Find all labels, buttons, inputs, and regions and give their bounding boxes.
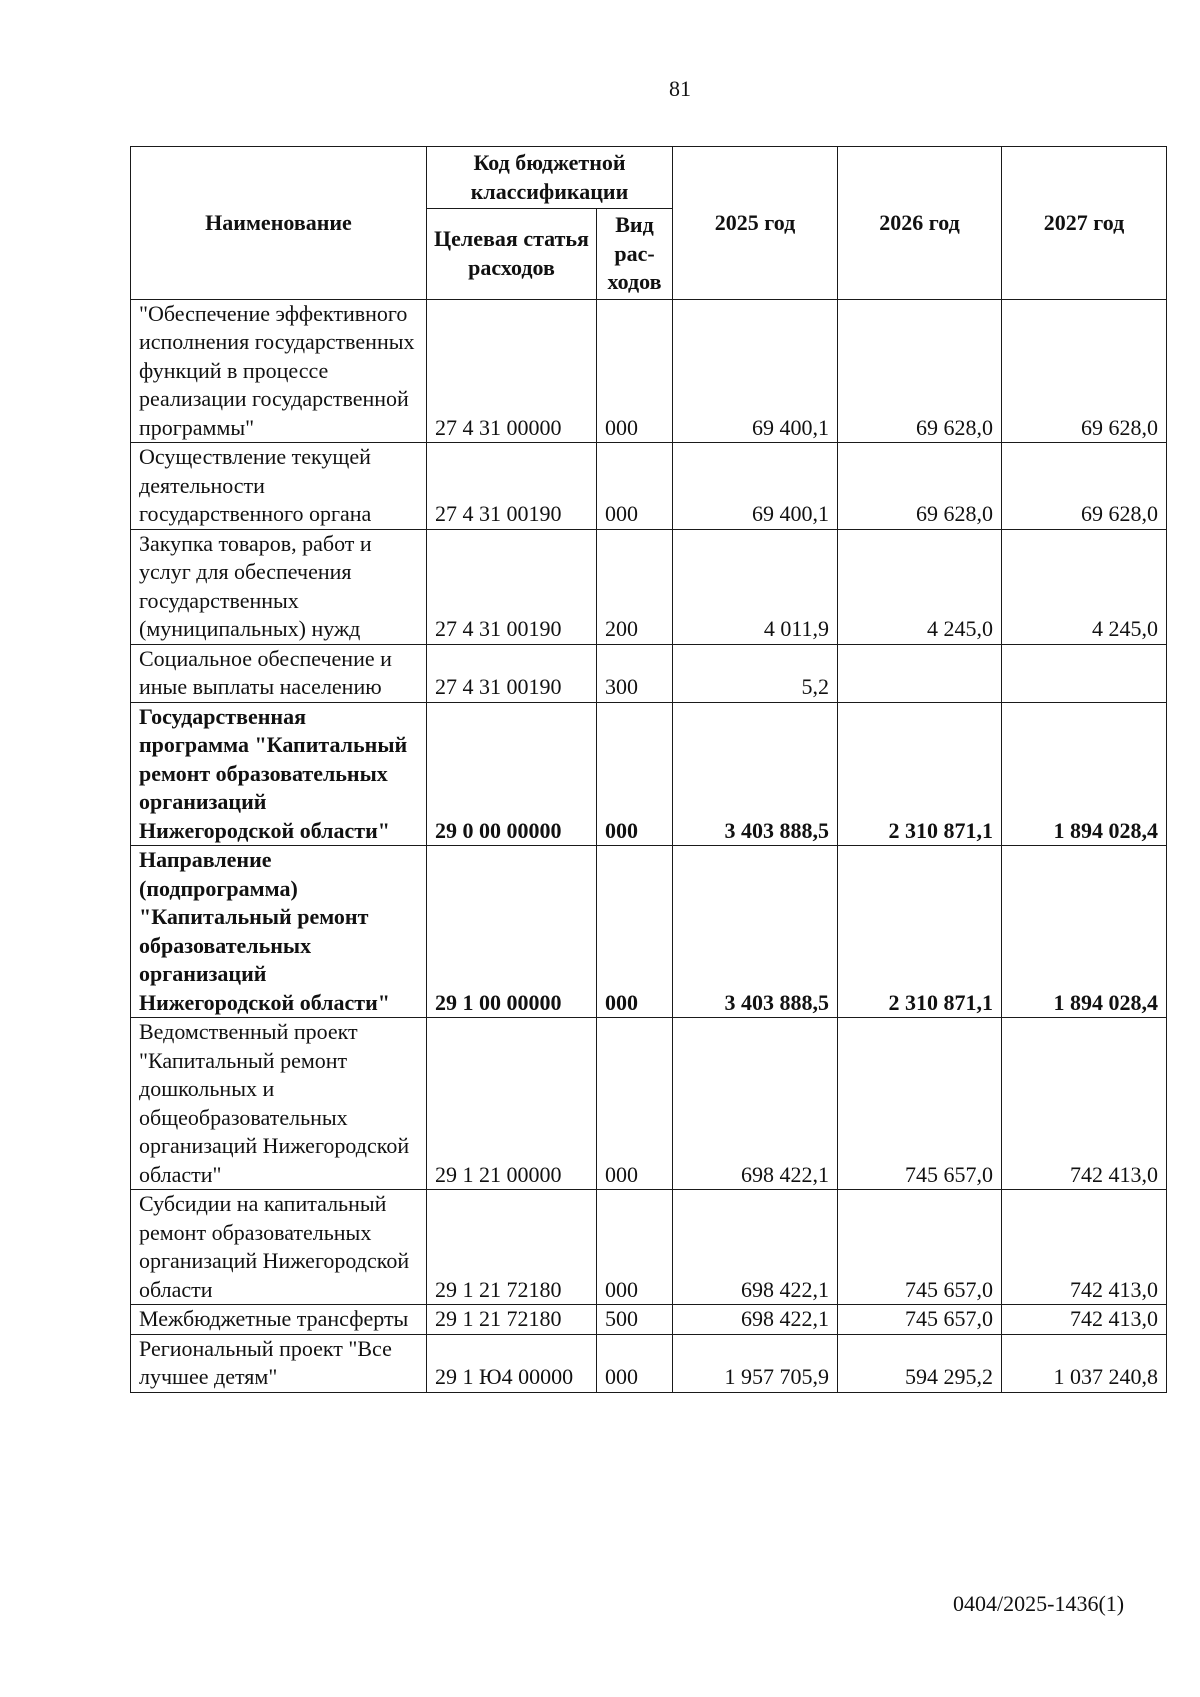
row-value-2027-cell: 742 413,0 [1002,1190,1167,1305]
row-target-code-cell: 27 4 31 00190 [427,443,597,530]
row-target-code-cell: 29 1 00 00000 [427,846,597,1018]
row-name-cell: Социальное обеспечение и иные выплаты населению [131,644,427,702]
row-value-2025-cell: 698 422,1 [673,1018,838,1190]
row-name-cell: Межбюджетные трансферты [131,1305,427,1335]
row-expense-kind-cell: 000 [597,1018,673,1190]
row-value-2027-cell: 742 413,0 [1002,1018,1167,1190]
row-value-2026-cell [838,644,1002,702]
row-expense-kind-cell: 200 [597,529,673,644]
row-name-cell: "Обеспечение эффективного исполнения государственных функций в процессе реализации государственной программы" [131,299,427,443]
table-row [131,299,1167,443]
table-header [131,147,1167,300]
document-code: 0404/2025-1436(1) [953,1591,1125,1616]
row-expense-kind-cell: 500 [597,1305,673,1335]
row-value-2025-cell: 1 957 705,9 [673,1334,838,1392]
row-value-2025-cell: 698 422,1 [673,1305,838,1335]
row-target-code-cell: 29 1 21 72180 [427,1190,597,1305]
row-value-2027-cell: 69 628,0 [1002,443,1167,530]
header-2025: 2025 год [673,147,838,300]
row-value-2025-cell: 698 422,1 [673,1190,838,1305]
row-target-code-cell: 27 4 31 00190 [427,644,597,702]
row-target-code-cell: 29 1 21 72180 [427,1305,597,1335]
row-value-2026-cell: 2 310 871,1 [838,702,1002,846]
row-value-2026-cell: 69 628,0 [838,299,1002,443]
row-value-2026-cell: 745 657,0 [838,1018,1002,1190]
table-row [131,1190,1167,1305]
row-value-2025-cell: 3 403 888,5 [673,846,838,1018]
row-value-2027-cell [1002,644,1167,702]
row-target-code-cell: 29 1 Ю4 00000 [427,1334,597,1392]
table-row [131,529,1167,644]
row-expense-kind-cell: 000 [597,299,673,443]
row-value-2025-cell: 69 400,1 [673,443,838,530]
table-row [131,846,1167,1018]
row-value-2027-cell: 4 245,0 [1002,529,1167,644]
row-value-2026-cell: 4 245,0 [838,529,1002,644]
header-2027: 2027 год [1002,147,1167,300]
row-name-cell: Ведомственный проект "Капитальный ремонт дошкольных и общеобразовательных организаций Нижегородской области" [131,1018,427,1190]
row-name-cell: Осуществление текущей деятельности государственного органа [131,443,427,530]
header-code-group: Код бюджетной классификации [427,147,673,209]
row-value-2026-cell: 745 657,0 [838,1190,1002,1305]
row-value-2025-cell: 3 403 888,5 [673,702,838,846]
page-number: 81 [669,76,691,101]
row-name-cell: Субсидии на капитальный ремонт образовательных организаций Нижегородской области [131,1190,427,1305]
row-expense-kind-cell: 000 [597,846,673,1018]
row-name-cell: Государственная программа "Капитальный ремонт образовательных организаций Нижегородской области" [131,702,427,846]
row-target-code-cell: 27 4 31 00190 [427,529,597,644]
header-2026: 2026 год [838,147,1002,300]
table-row [131,1305,1167,1335]
row-value-2025-cell: 4 011,9 [673,529,838,644]
row-value-2027-cell: 69 628,0 [1002,299,1167,443]
row-value-2026-cell: 2 310 871,1 [838,846,1002,1018]
row-value-2027-cell: 742 413,0 [1002,1305,1167,1335]
row-value-2027-cell: 1 037 240,8 [1002,1334,1167,1392]
row-expense-kind-cell: 000 [597,702,673,846]
row-value-2025-cell: 5,2 [673,644,838,702]
row-name-cell: Закупка товаров, работ и услуг для обеспечения государственных (муниципальных) нужд [131,529,427,644]
row-value-2027-cell: 1 894 028,4 [1002,846,1167,1018]
row-target-code-cell: 27 4 31 00000 [427,299,597,443]
row-value-2027-cell: 1 894 028,4 [1002,702,1167,846]
header-target-article: Целевая статья расходов [427,209,597,300]
table-row [131,702,1167,846]
row-expense-kind-cell: 000 [597,1190,673,1305]
row-value-2026-cell: 594 295,2 [838,1334,1002,1392]
row-name-cell: Региональный проект "Все лучшее детям" [131,1334,427,1392]
header-expense-kind: Вид рас-ходов [597,209,673,300]
row-value-2026-cell: 69 628,0 [838,443,1002,530]
row-expense-kind-cell: 000 [597,443,673,530]
row-value-2025-cell: 69 400,1 [673,299,838,443]
row-expense-kind-cell: 000 [597,1334,673,1392]
row-value-2026-cell: 745 657,0 [838,1305,1002,1335]
table-body [131,299,1167,1392]
row-target-code-cell: 29 1 21 00000 [427,1018,597,1190]
header-name: Наименование [131,147,427,300]
row-expense-kind-cell: 300 [597,644,673,702]
table-row [131,443,1167,530]
row-name-cell: Направление (подпрограмма) "Капитальный ремонт образовательных организаций Нижегородской области" [131,846,427,1018]
table-row [131,1334,1167,1392]
budget-table [130,146,1167,1393]
table-row [131,1018,1167,1190]
row-target-code-cell: 29 0 00 00000 [427,702,597,846]
table-row [131,644,1167,702]
